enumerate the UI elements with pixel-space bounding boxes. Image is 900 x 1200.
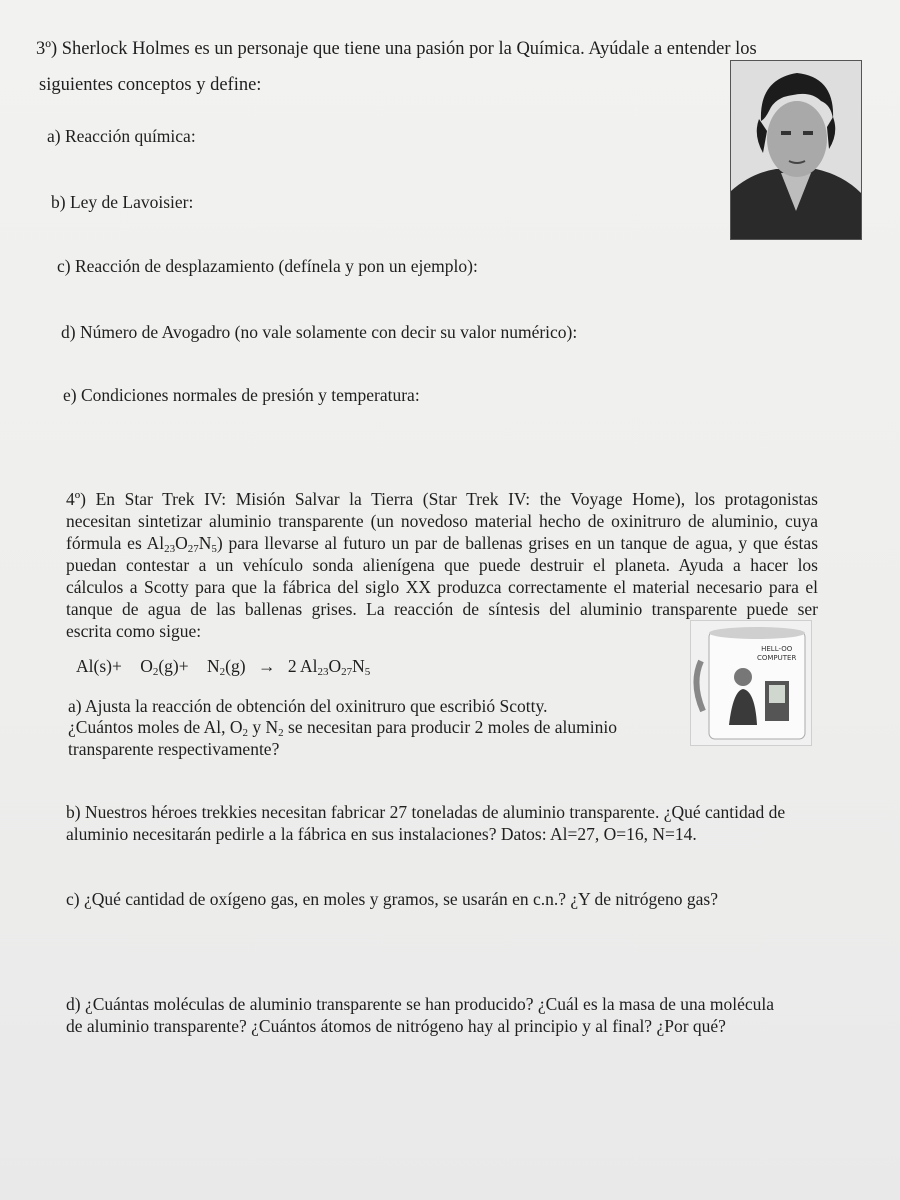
mug-caption: HELL-OO COMPUTER xyxy=(757,645,797,662)
reactant-n2: $N_2(g)$ xyxy=(207,656,246,678)
q3-item-c: c) Reacción de desplazamiento (defínela y pon un ejemplo): xyxy=(57,256,478,276)
q4-para-line-6: tanque de agua de las ballenas grises. La reacción de síntesis del aluminio transparente puede ser xyxy=(66,599,818,619)
q4-para-line-7: escrita como sigue: xyxy=(66,621,202,641)
formula-sub-23: 23 xyxy=(164,543,176,555)
scotty-mug-image xyxy=(690,620,812,746)
reaction-equation xyxy=(76,655,370,677)
q3-item-a: a) Reacción química: xyxy=(47,126,196,146)
q4-para-line-5: cálculos a Scotty para que la fábrica del siglo XX produzca correctamente el material necesario para el xyxy=(66,577,818,597)
formula-sub-5: 5 xyxy=(211,543,217,555)
q3-line-2: siguientes conceptos y define: xyxy=(39,75,262,95)
q4-para-line-3-end: ) para llevarse al futuro un par de ballenas grises en un tanque de agua, y que éstas xyxy=(216,533,819,553)
formula-o: O xyxy=(175,533,188,553)
q4-item-d-line-1: d) ¿Cuántas moléculas de aluminio transparente se han producido? ¿Cuál es la masa de una molécula xyxy=(66,994,775,1014)
q3-item-d: d) Número de Avogadro (no vale solamente con decir su valor numérico): xyxy=(61,322,578,342)
formula-sub-27: 27 xyxy=(187,543,199,555)
formula-n: N xyxy=(198,533,212,553)
q3-line-1: 3º) Sherlock Holmes es un personaje que tiene una pasión por la Química. Ayúdale a entender los xyxy=(36,39,757,59)
q4-item-a-line-2: ¿Cuántos moles de Al, $O_2$ y $N_2$ se necesitan para producir 2 moles de aluminio xyxy=(68,717,618,739)
q4-para-line-1: 4º) En Star Trek IV: Misión Salvar la Tierra (Star Trek IV: the Voyage Home), los protagonistas xyxy=(66,489,818,509)
q4-para-line-4: puedan contestar a un vehículo sonda alienígena que puede destruir el planeta. Ayuda a hacer los xyxy=(66,555,818,575)
q4-para-line-2: necesitan sintetizar aluminio transparente (un novedoso material hecho de oxinitruro de aluminio, cuya xyxy=(66,511,818,531)
q4-item-d-line-2: de aluminio transparente? ¿Cuántos átomos de nitrógeno hay al principio y al final? ¿Por qué? xyxy=(66,1016,726,1036)
q4-item-b-line-1: b) Nuestros héroes trekkies necesitan fabricar 27 toneladas de aluminio transparente. ¿Qué cantidad de xyxy=(66,802,786,822)
q4-item-c: c) ¿Qué cantidad de oxígeno gas, en moles y gramos, se usarán en c.n.? ¿Y de nitrógeno gas? xyxy=(66,889,718,909)
q4-para-line-3-start: fórmula es Al xyxy=(66,533,165,553)
q4-para-line-3 xyxy=(66,532,818,554)
q4-item-a-line-1: a) Ajusta la reacción de obtención del oxinitruro que escribió Scotty. xyxy=(68,696,548,716)
reactant-al: Al(s)+ xyxy=(76,656,122,676)
q3-item-e: e) Condiciones normales de presión y temperatura: xyxy=(63,385,420,405)
product-oxynitride: 2 $Al_{23}O_{27}N_5$ xyxy=(287,656,371,678)
reaction-arrow: → xyxy=(257,656,276,676)
q4-item-b-line-2: aluminio necesitarán pedirle a la fábrica en sus instalaciones? Datos: Al=27, O=16, N=14. xyxy=(66,824,697,844)
q4-item-a-line-3: transparente respectivamente? xyxy=(68,739,280,759)
sherlock-portrait xyxy=(730,60,862,240)
q3-item-b: b) Ley de Lavoisier: xyxy=(51,192,194,212)
reactant-o2: $O_2(g)+$ xyxy=(140,656,189,678)
